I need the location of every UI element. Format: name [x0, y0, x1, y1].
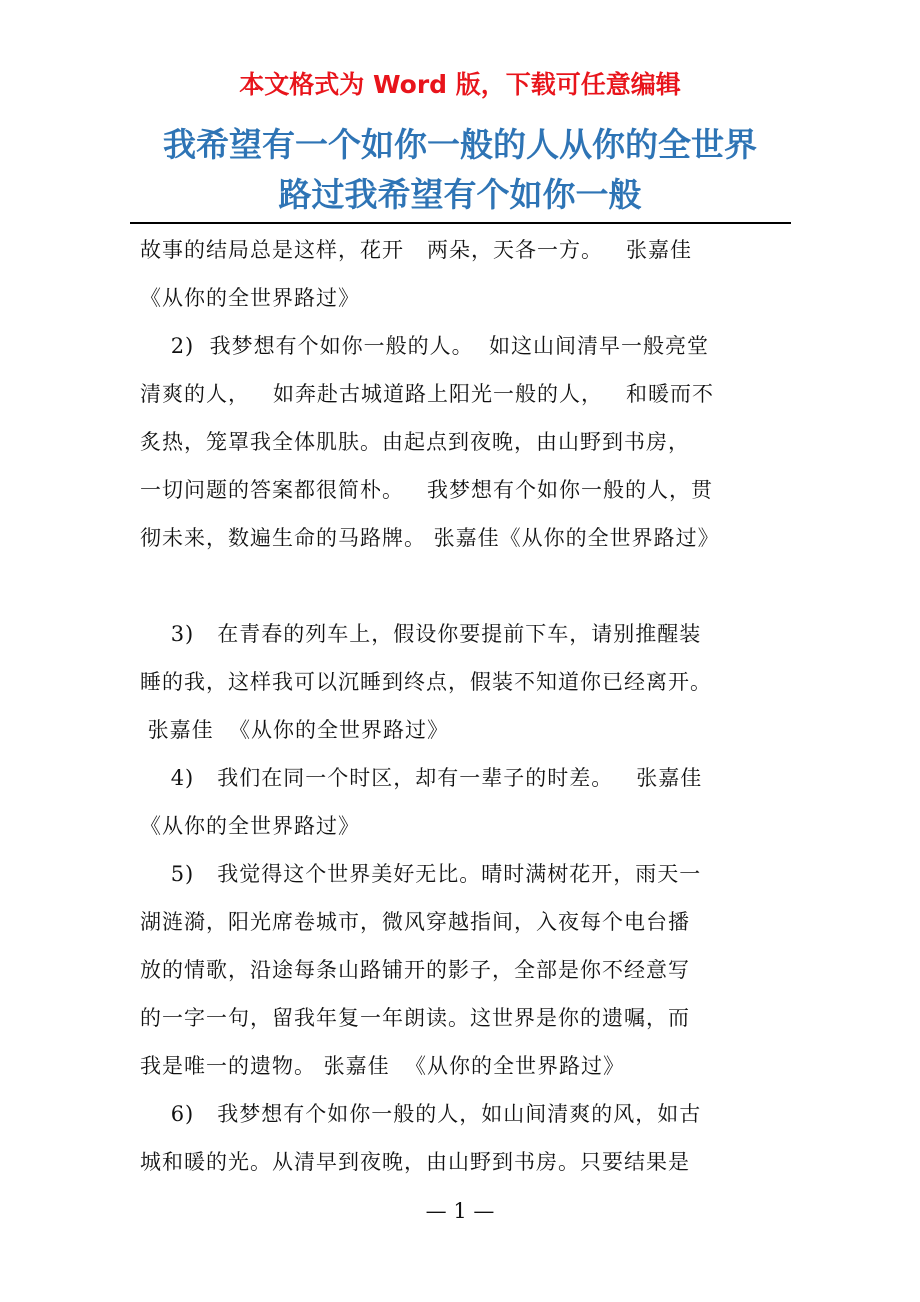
body-line: 《从你的全世界路过》	[140, 814, 360, 838]
body-line: 2) 我梦想有个如你一般的人。 如这山间清早一般亮堂	[140, 334, 709, 358]
title-line-2: 路过我希望有个如你一般	[278, 175, 642, 214]
page-number: — 1 —	[425, 1199, 495, 1223]
body-line: 故事的结局总是这样，花开 两朵，天各一方。 张嘉佳	[140, 238, 693, 262]
body-line: 张嘉佳 《从你的全世界路过》	[140, 718, 450, 742]
document-body	[140, 226, 790, 1186]
body-line: 5) 我觉得这个世界美好无比。晴时满树花开，雨天一	[140, 862, 702, 886]
body-line: 4) 我们在同一个时区，却有一辈子的时差。 张嘉佳	[140, 766, 703, 790]
body-line: 的一字一句，留我年复一年朗读。这世界是你的遗嘱，而	[140, 1006, 690, 1030]
title-divider	[130, 222, 791, 224]
body-line: 《从你的全世界路过》	[140, 286, 360, 310]
body-line: 6) 我梦想有个如你一般的人，如山间清爽的风，如古	[140, 1102, 702, 1126]
body-line: 我是唯一的遗物。 张嘉佳 《从你的全世界路过》	[140, 1054, 626, 1078]
body-line: 城和暖的光。从清早到夜晚，由山野到书房。只要结果是	[140, 1150, 690, 1174]
body-line: 湖涟漪，阳光席卷城市，微风穿越指间，入夜每个电台播	[140, 910, 690, 934]
body-line: 放的情歌，沿途每条山路铺开的影子，全部是你不经意写	[140, 958, 690, 982]
body-line: 3) 在青春的列车上，假设你要提前下车，请别推醒装	[140, 622, 702, 646]
format-notice: 本文格式为 Word 版，下载可任意编辑	[239, 70, 681, 99]
body-line: 睡的我，这样我可以沉睡到终点，假装不知道你已经离开。	[140, 670, 712, 694]
body-line: 一切问题的答案都很简朴。 我梦想有个如你一般的人，贯	[140, 478, 714, 502]
body-line: 清爽的人， 如奔赴古城道路上阳光一般的人， 和暖而不	[140, 382, 715, 406]
body-line: 炙热，笼罩我全体肌肤。由起点到夜晚，由山野到书房，	[140, 430, 690, 454]
title-line-1: 我希望有一个如你一般的人从你的全世界	[163, 125, 757, 164]
body-line: 彻未来，数遍生命的马路牌。 张嘉佳《从你的全世界路过》	[140, 526, 720, 550]
document-title	[100, 120, 820, 220]
